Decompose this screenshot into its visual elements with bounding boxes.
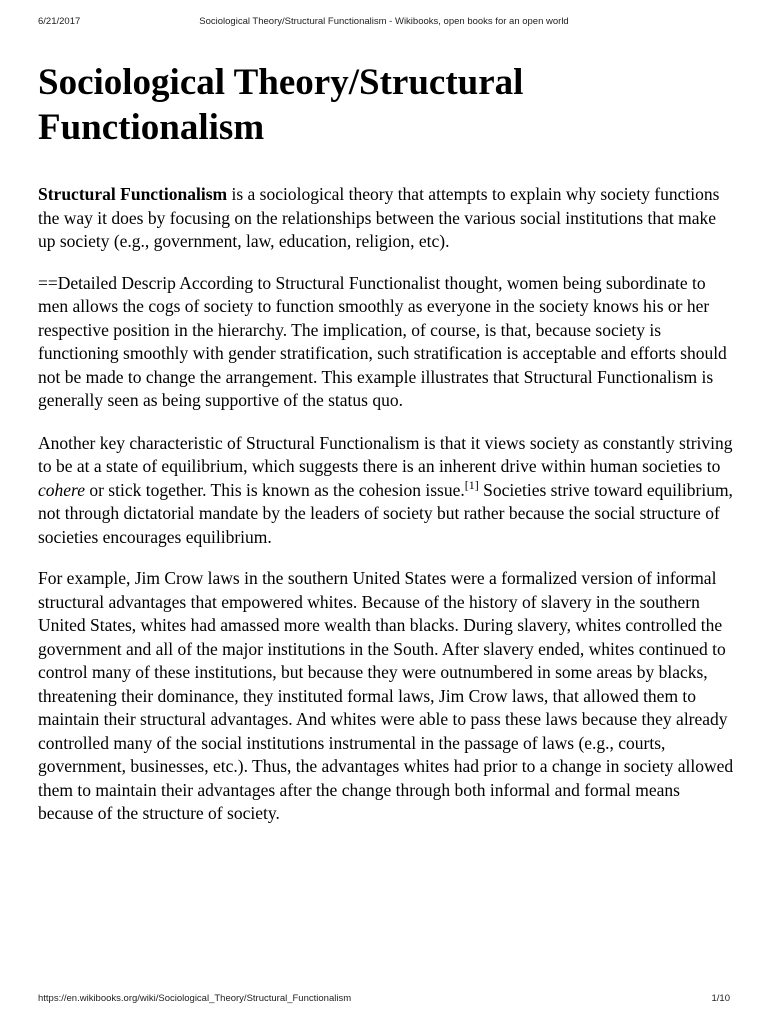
equilibrium-text-1: Another key characteristic of Structural Functionalism is that it views society as constantly striving to be at a state of equilibrium, which suggests there is an inherent drive within human societies to: [38, 432, 733, 476]
page-title-line-2: Functionalism: [38, 107, 265, 148]
example-paragraph: For example, Jim Crow laws in the southern United States were a formalized version of informal structural advantages that empowered whites. Because of the history of slavery in the southern United States, whites had amassed more wealth than blacks. During slavery, whites controlled the government and all of the major institutions in the South. After slavery ended, whites continued to control many of these institutions, but because they were outnumbered in some areas by blacks, threatening their dominance, they instituted formal laws, Jim Crow laws, that allowed them to maintain their structural advantages. And whites were able to pass these laws because they already controlled many of the social institutions instrumental in the passage of laws (e.g., courts, government, businesses, etc.). Thus, the advantages whites had prior to a change in society allowed them to maintain their advantages after the change through both informal and formal means because of the structure of society.: [38, 568, 734, 823]
print-footer: [38, 993, 730, 1007]
intro-term: Structural Functionalism: [38, 184, 228, 204]
intro-text: is a sociological theory that attempts to explain why society functions the way it does by focusing on the relationships between the various social institutions that make up society (e.g., government, law, education, religion, etc).: [38, 184, 720, 251]
equilibrium-text-2: or stick together. This is known as the cohesion issue.: [84, 479, 465, 500]
print-document-title: Sociological Theory/Structural Functionalism - Wikibooks, open books for an open world: [199, 16, 569, 27]
article-content: [38, 60, 734, 826]
page-number: 1/10: [711, 993, 730, 1004]
cohere-emphasis: cohere: [38, 479, 85, 500]
print-date: 6/21/2017: [38, 16, 81, 27]
equilibrium-paragraph: [38, 432, 734, 550]
footnote-ref-1[interactable]: [1]: [464, 477, 479, 492]
intro-paragraph: [38, 183, 734, 254]
equilibrium-text-3: Societies strive toward equilibrium, not through dictatorial mandate by the leaders of society but rather because the social structure of societies encourages equilibrium.: [38, 479, 733, 547]
page-url: https://en.wikibooks.org/wiki/Sociological_Theory/Structural_Functionalism: [38, 993, 352, 1004]
description-paragraph: ==Detailed Descrip According to Structural Functionalist thought, women being subordinate to men allows the cogs of society to function smoothly as everyone in the society knows his or her respective position in the hierarchy. The implication, of course, is that, because society is functioning smoothly with gender stratification, such stratification is acceptable and efforts should not be made to change the arrangement. This example illustrates that Structural Functionalism is generally seen as being supportive of the status quo.: [38, 272, 727, 410]
print-header: [38, 12, 730, 26]
page-title: [38, 60, 734, 150]
page-title-line-1: Sociological Theory/Structural: [38, 62, 524, 103]
